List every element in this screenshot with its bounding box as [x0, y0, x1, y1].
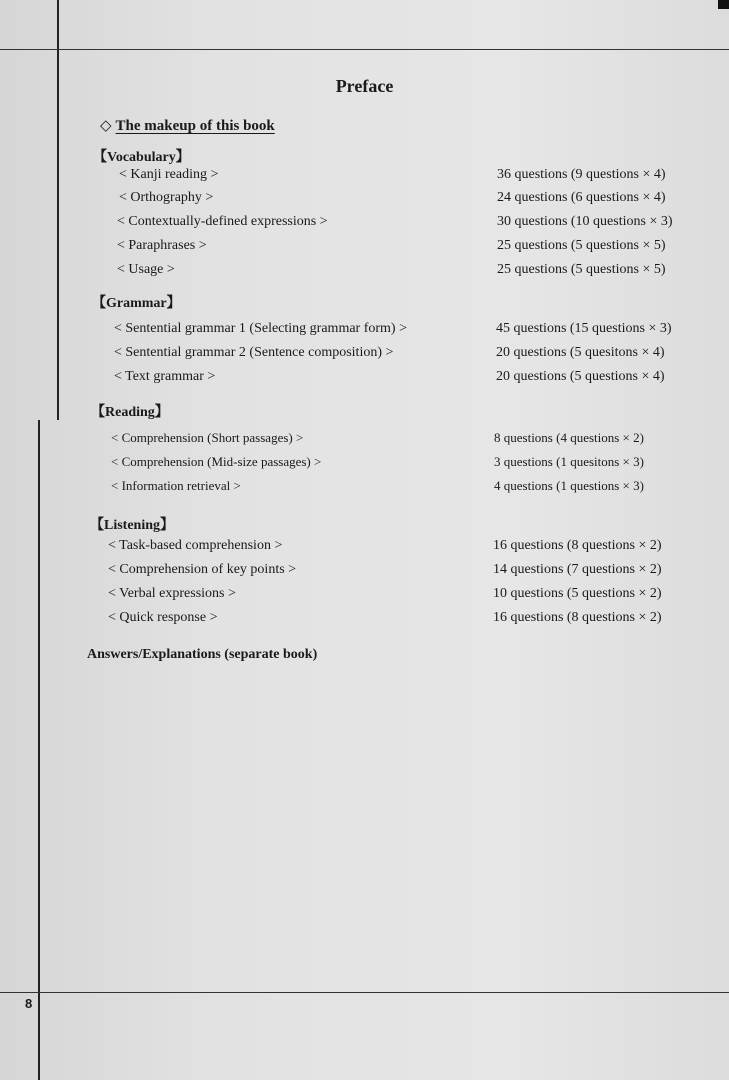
question-count: 24 questions (6 questions × 4): [497, 190, 666, 205]
list-item: < Orthography >: [119, 190, 214, 205]
section-grammar: 【Grammar】: [92, 296, 181, 311]
list-item: < Comprehension (Mid-size passages) >: [111, 454, 322, 469]
question-count: 10 questions (5 questions × 2): [493, 586, 662, 601]
question-count: 16 questions (8 questions × 2): [493, 610, 662, 625]
question-count: 20 questions (5 questions × 4): [496, 369, 665, 384]
question-count: 45 questions (15 questions × 3): [496, 321, 672, 336]
list-item: < Quick response >: [108, 610, 218, 625]
section-listening: 【Listening】: [90, 518, 175, 533]
list-item: < Information retrieval >: [111, 478, 241, 493]
diamond-icon: ◇: [100, 118, 112, 134]
section-reading: 【Reading】: [91, 405, 169, 420]
section-vocabulary: 【Vocabulary】: [93, 150, 190, 165]
question-count: 25 questions (5 questions × 5): [497, 262, 666, 277]
footer-rule: [0, 992, 729, 993]
question-count: 4 questions (1 questions × 3): [494, 478, 644, 493]
question-count: 16 questions (8 questions × 2): [493, 538, 662, 553]
makeup-heading: [100, 116, 275, 135]
makeup-label: The makeup of this book: [115, 118, 275, 134]
list-item: < Task-based comprehension >: [108, 538, 283, 553]
list-item: < Comprehension (Short passages) >: [111, 430, 304, 445]
corner-mark: [718, 0, 729, 9]
question-count: 20 questions (5 quesitons × 4): [496, 345, 665, 360]
question-count: 14 questions (7 questions × 2): [493, 562, 662, 577]
list-item: < Contextually-defined expressions >: [117, 214, 328, 229]
question-count: 25 questions (5 questions × 5): [497, 238, 666, 253]
list-item: < Comprehension of key points >: [108, 562, 297, 577]
margin-line-top: [57, 0, 59, 420]
question-count: 8 questions (4 questions × 2): [494, 430, 644, 445]
answers-note: Answers/Explanations (separate book): [87, 647, 318, 662]
list-item: < Kanji reading >: [119, 167, 219, 182]
page-title: Preface: [335, 76, 394, 96]
header-rule: [0, 49, 729, 50]
list-item: < Usage >: [117, 262, 175, 277]
page-number: 8: [25, 996, 33, 1011]
list-item: < Text grammar >: [114, 369, 216, 384]
list-item: < Sentential grammar 1 (Selecting grammar form) >: [114, 321, 407, 336]
question-count: 36 questions (9 questions × 4): [497, 167, 666, 182]
list-item: < Verbal expressions >: [108, 586, 236, 601]
list-item: < Sentential grammar 2 (Sentence composition) >: [114, 345, 394, 360]
question-count: 3 questions (1 quesitons × 3): [494, 454, 644, 469]
list-item: < Paraphrases >: [117, 238, 207, 253]
margin-line-bottom: [38, 420, 40, 1080]
question-count: 30 questions (10 questions × 3): [497, 214, 673, 229]
